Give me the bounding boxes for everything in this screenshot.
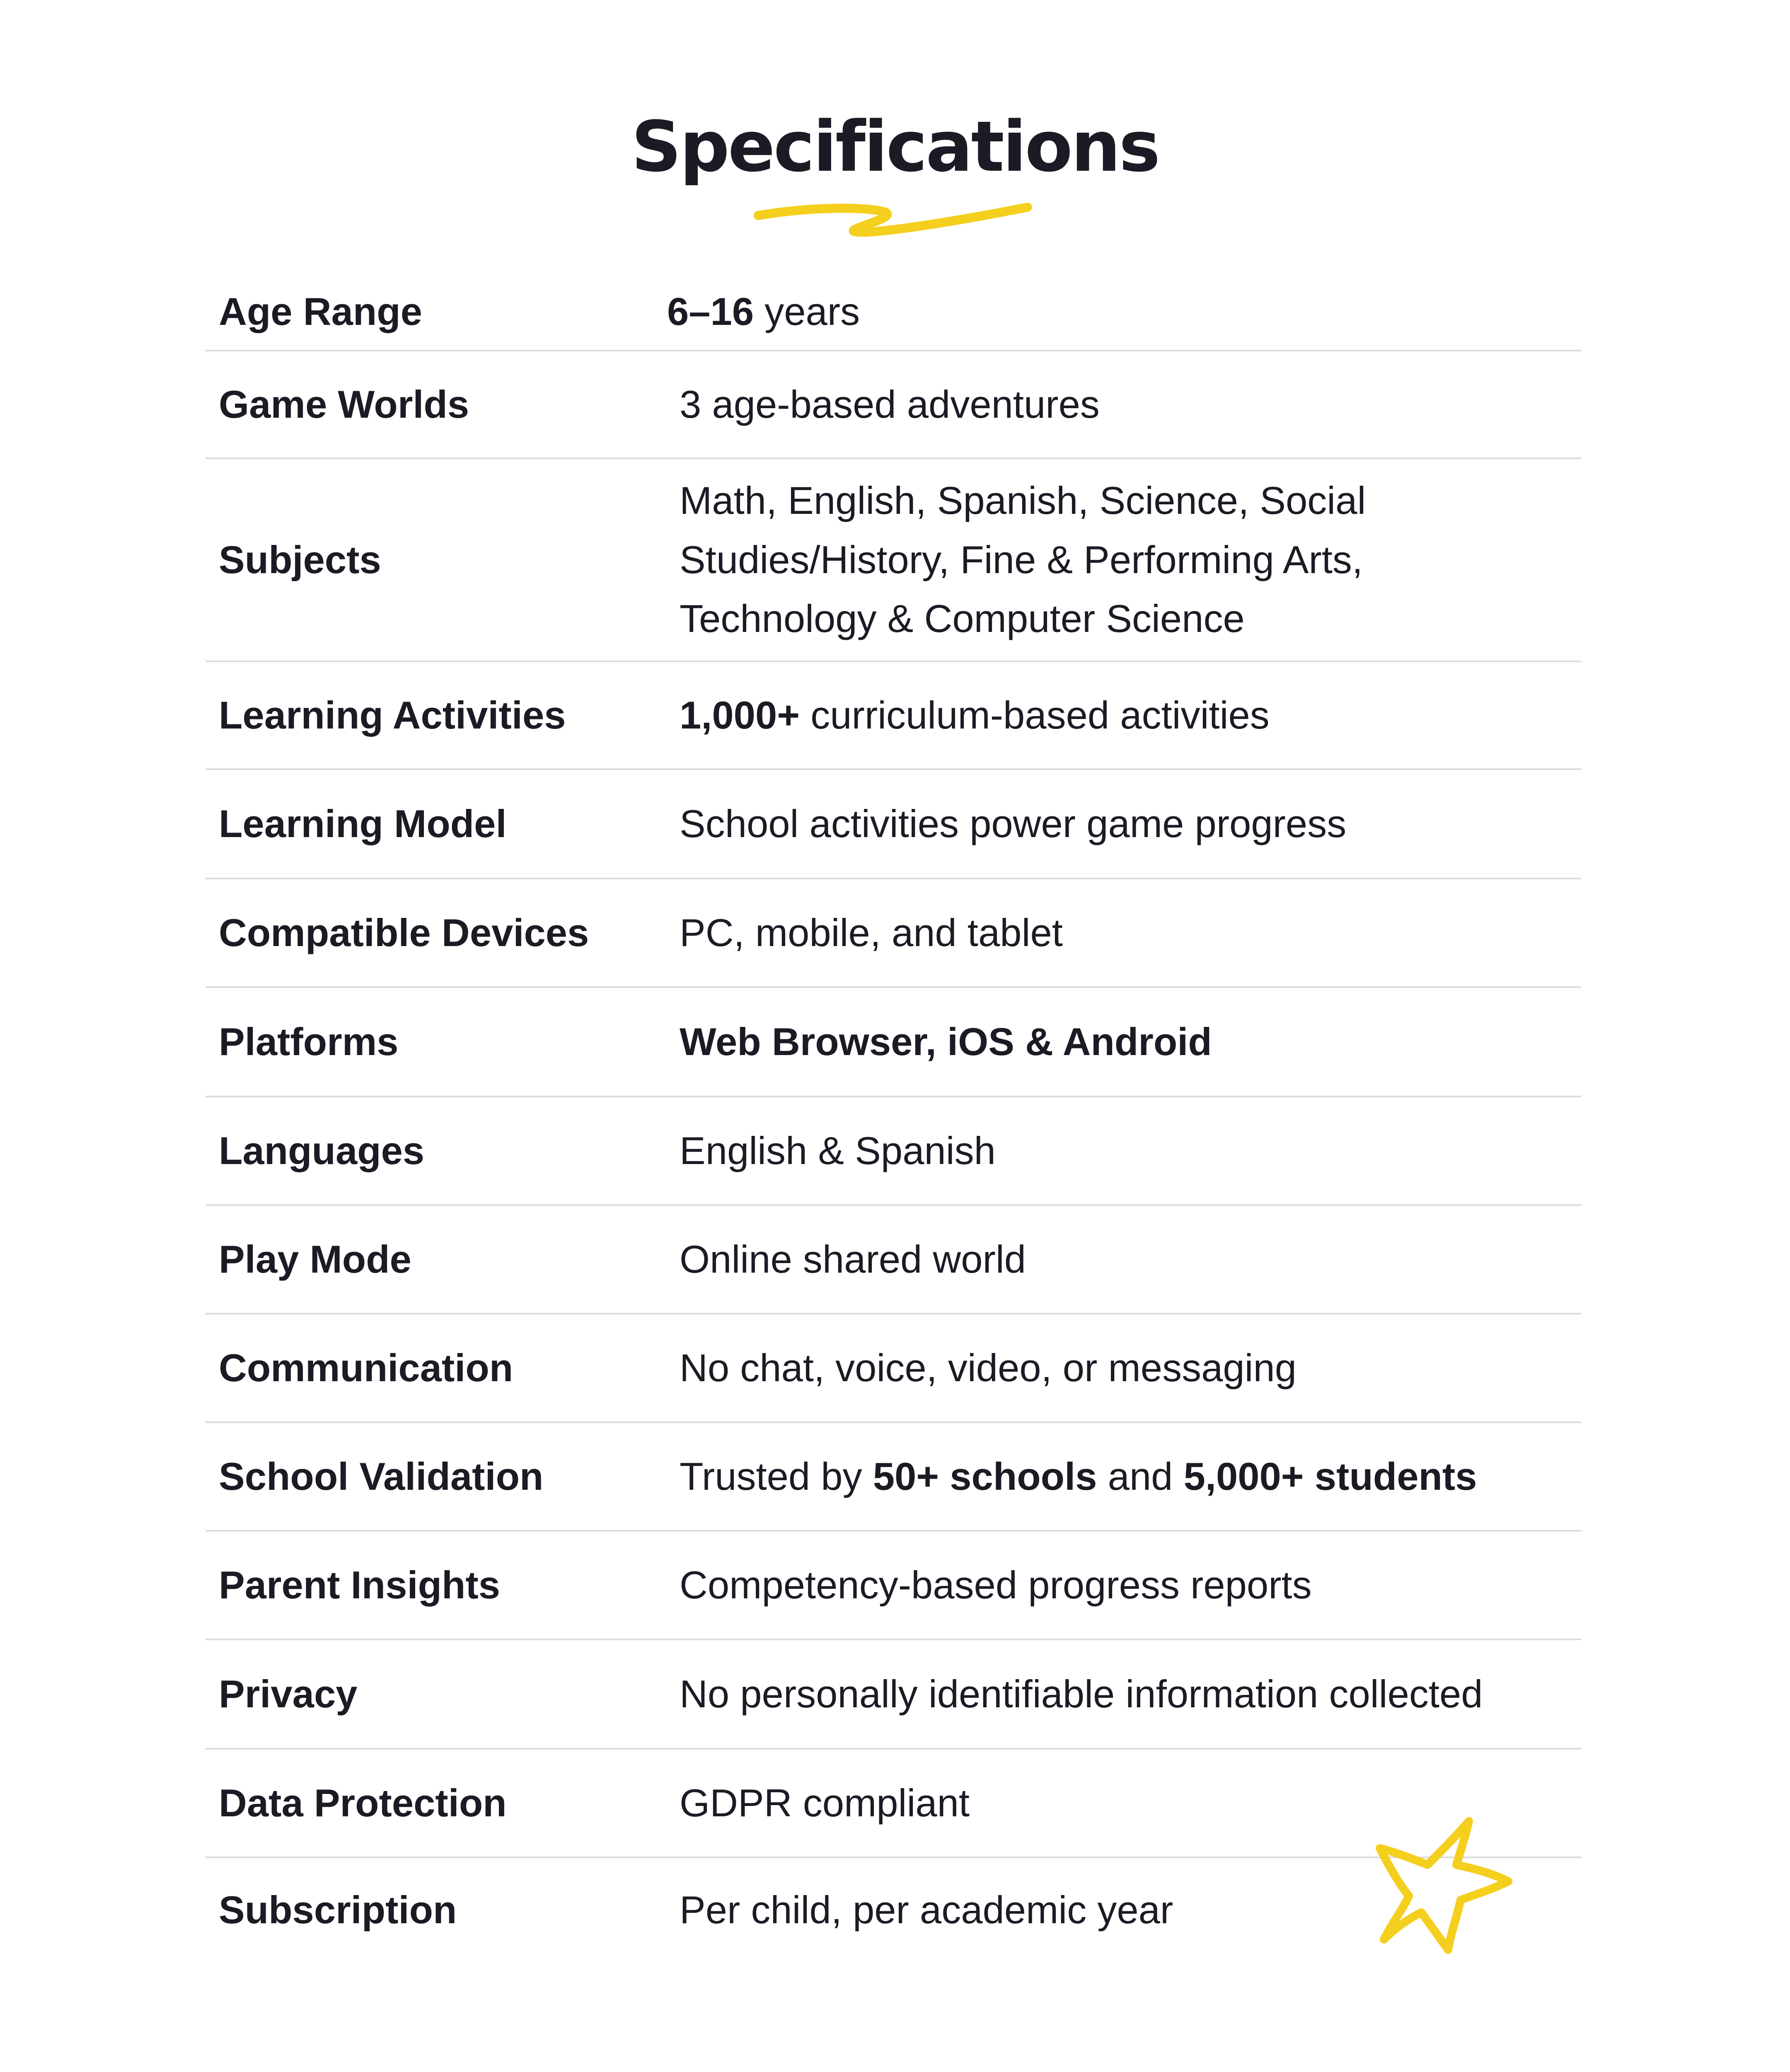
spec-label: Communication: [219, 1346, 513, 1389]
spec-label: Learning Activities: [219, 693, 566, 737]
spec-value: [680, 770, 1581, 878]
spec-value-text: [680, 1012, 1212, 1072]
spec-value-segment: Online shared world: [680, 1237, 1026, 1281]
spec-value-text: [680, 1121, 996, 1181]
spec-label: Subjects: [219, 538, 381, 581]
page-title: Specifications: [631, 106, 1159, 187]
spec-value-text: [680, 903, 1063, 963]
spec-value: [680, 1532, 1581, 1639]
spec-label: Compatible Devices: [219, 911, 589, 954]
spec-value-text: [680, 1447, 1477, 1506]
spec-label: Subscription: [219, 1888, 457, 1932]
spec-value-segment: PC, mobile, and tablet: [680, 910, 1063, 954]
spec-value-text: [680, 471, 1467, 649]
table-row: [206, 1097, 1581, 1206]
spec-value-text: [680, 1665, 1483, 1724]
spec-value-segment: Per child, per academic year: [680, 1888, 1173, 1932]
table-row: [206, 770, 1581, 879]
spec-value: [680, 662, 1581, 768]
table-row: [206, 459, 1581, 662]
spec-value-bold: 1,000+: [680, 693, 800, 737]
spec-value-text: [680, 375, 1100, 434]
spec-value-segment: Trusted by: [680, 1454, 873, 1498]
spec-value-segment: 3 age-based adventures: [680, 382, 1100, 426]
spec-value: [680, 879, 1581, 986]
spec-value-segment: No chat, voice, video, or messaging: [680, 1346, 1297, 1389]
table-row: [206, 1532, 1581, 1640]
spec-value: [680, 459, 1581, 661]
spec-value-text: [667, 282, 860, 341]
spec-value: [680, 1423, 1581, 1530]
spec-value-text: [680, 1774, 970, 1833]
spec-label: Learning Model: [219, 802, 507, 845]
spec-label: School Validation: [219, 1455, 544, 1498]
spec-value-segment: Math, English, Spanish, Science, Social Studies/History, Fine & Performing Arts, Technology & Computer Science: [680, 478, 1366, 641]
spec-value-segment: GDPR compliant: [680, 1781, 970, 1825]
spec-value-segment: curriculum-based activities: [800, 693, 1270, 737]
star-outline-icon: [1367, 1803, 1525, 1960]
spec-value: [680, 1314, 1581, 1421]
spec-value-segment: No personally identifiable information collected: [680, 1672, 1483, 1716]
spec-label: Age Range: [219, 290, 422, 333]
spec-value-segment: School activities power game progress: [680, 801, 1347, 845]
specifications-table: [206, 274, 1581, 1962]
spec-value: [667, 274, 1581, 350]
spec-value: [680, 1097, 1581, 1204]
spec-value-segment: years: [754, 289, 860, 333]
table-row: [206, 1314, 1581, 1423]
spec-value-text: [680, 794, 1346, 854]
spec-value: [680, 351, 1581, 457]
spec-value-text: [680, 1556, 1312, 1615]
spec-label: Play Mode: [219, 1237, 411, 1281]
table-row: [206, 274, 1581, 351]
spec-value-segment: and: [1097, 1454, 1184, 1498]
spec-value: [680, 988, 1581, 1096]
table-row: [206, 1640, 1581, 1750]
spec-value-text: [680, 1339, 1297, 1398]
spec-label: Languages: [219, 1129, 425, 1172]
table-row: [206, 1423, 1581, 1532]
spec-label: Parent Insights: [219, 1563, 501, 1607]
table-row: [206, 988, 1581, 1097]
spec-label: Data Protection: [219, 1781, 507, 1825]
spec-value-text: [680, 1230, 1026, 1289]
spec-value-bold: Web Browser, iOS & Android: [680, 1019, 1212, 1063]
spec-value-segment: Competency-based progress reports: [680, 1563, 1312, 1607]
spec-value-bold: 6–16: [667, 289, 754, 333]
spec-label: Platforms: [219, 1020, 399, 1063]
spec-label: Game Worlds: [219, 382, 469, 426]
table-row: [206, 1206, 1581, 1314]
spec-value: [680, 1640, 1581, 1748]
table-row: [206, 662, 1581, 770]
spec-label: Privacy: [219, 1672, 358, 1716]
spec-value-text: [680, 686, 1270, 745]
spec-value: [680, 1206, 1581, 1313]
spec-value-text: [680, 1881, 1173, 1940]
spec-value-segment: English & Spanish: [680, 1128, 996, 1172]
title-container: [0, 106, 1790, 187]
table-row: [206, 351, 1581, 459]
table-row: [206, 879, 1581, 988]
spec-value-bold: 50+ schools: [873, 1454, 1097, 1498]
spec-value-bold: 5,000+ students: [1183, 1454, 1477, 1498]
squiggle-underline: [746, 199, 1036, 244]
